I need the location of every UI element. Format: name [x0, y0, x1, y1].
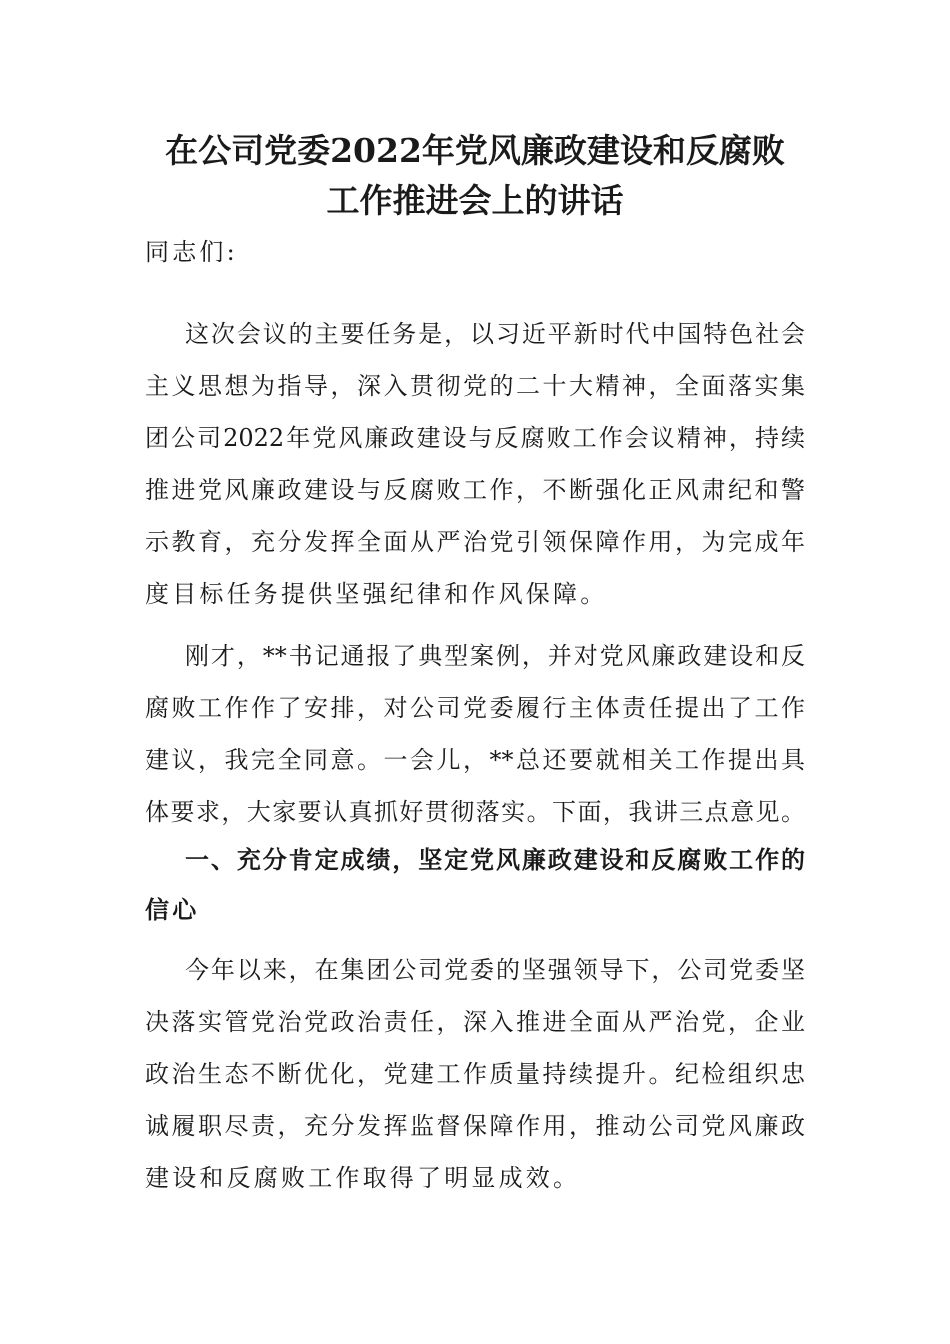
paragraph-2-line-3: 建议，我完全同意。一会儿，**总还要就相关工作提出具: [145, 746, 805, 774]
document-title-line-2: 工作推进会上的讲话: [326, 181, 624, 220]
paragraph-3-line-1: 今年以来，在集团公司党委的坚强领导下，公司党委坚: [185, 956, 805, 984]
salutation: 同志们:: [145, 238, 238, 266]
paragraph-1-line-3: 团公司2022年党风廉政建设与反腐败工作会议精神，持续: [145, 424, 805, 452]
paragraph-1-line-2: 主义思想为指导，深入贯彻党的二十大精神，全面落实集: [145, 372, 805, 400]
section-heading-1-line-2: 信心: [145, 896, 200, 924]
paragraph-3-line-3: 政治生态不断优化，党建工作质量持续提升。纪检组织忠: [145, 1060, 805, 1088]
paragraph-2-line-2: 腐败工作作了安排，对公司党委履行主体责任提出了工作: [145, 694, 805, 722]
paragraph-3-line-5: 建设和反腐败工作取得了明显成效。: [145, 1164, 581, 1192]
paragraph-3-line-2: 决落实管党治党政治责任，深入推进全面从严治党，企业: [145, 1008, 805, 1036]
paragraph-1-line-5: 示教育，充分发挥全面从严治党引领保障作用，为完成年: [145, 528, 805, 556]
paragraph-1-line-6: 度目标任务提供坚强纪律和作风保障。: [145, 580, 608, 608]
paragraph-2-line-4: 体要求，大家要认真抓好贯彻落实。下面，我讲三点意见。: [145, 798, 805, 826]
paragraph-2-line-1: 刚才，**书记通报了典型案例，并对党风廉政建设和反: [185, 642, 805, 670]
document-title-line-1: 在公司党委2022年党风廉政建设和反腐败: [165, 131, 785, 170]
paragraph-1-line-4: 推进党风廉政建设与反腐败工作，不断强化正风肃纪和警: [145, 476, 805, 504]
section-heading-1-line-1: 一、充分肯定成绩，坚定党风廉政建设和反腐败工作的: [185, 846, 805, 874]
paragraph-1-line-1: 这次会议的主要任务是，以习近平新时代中国特色社会: [185, 320, 805, 348]
paragraph-3-line-4: 诚履职尽责，充分发挥监督保障作用，推动公司党风廉政: [145, 1112, 805, 1140]
